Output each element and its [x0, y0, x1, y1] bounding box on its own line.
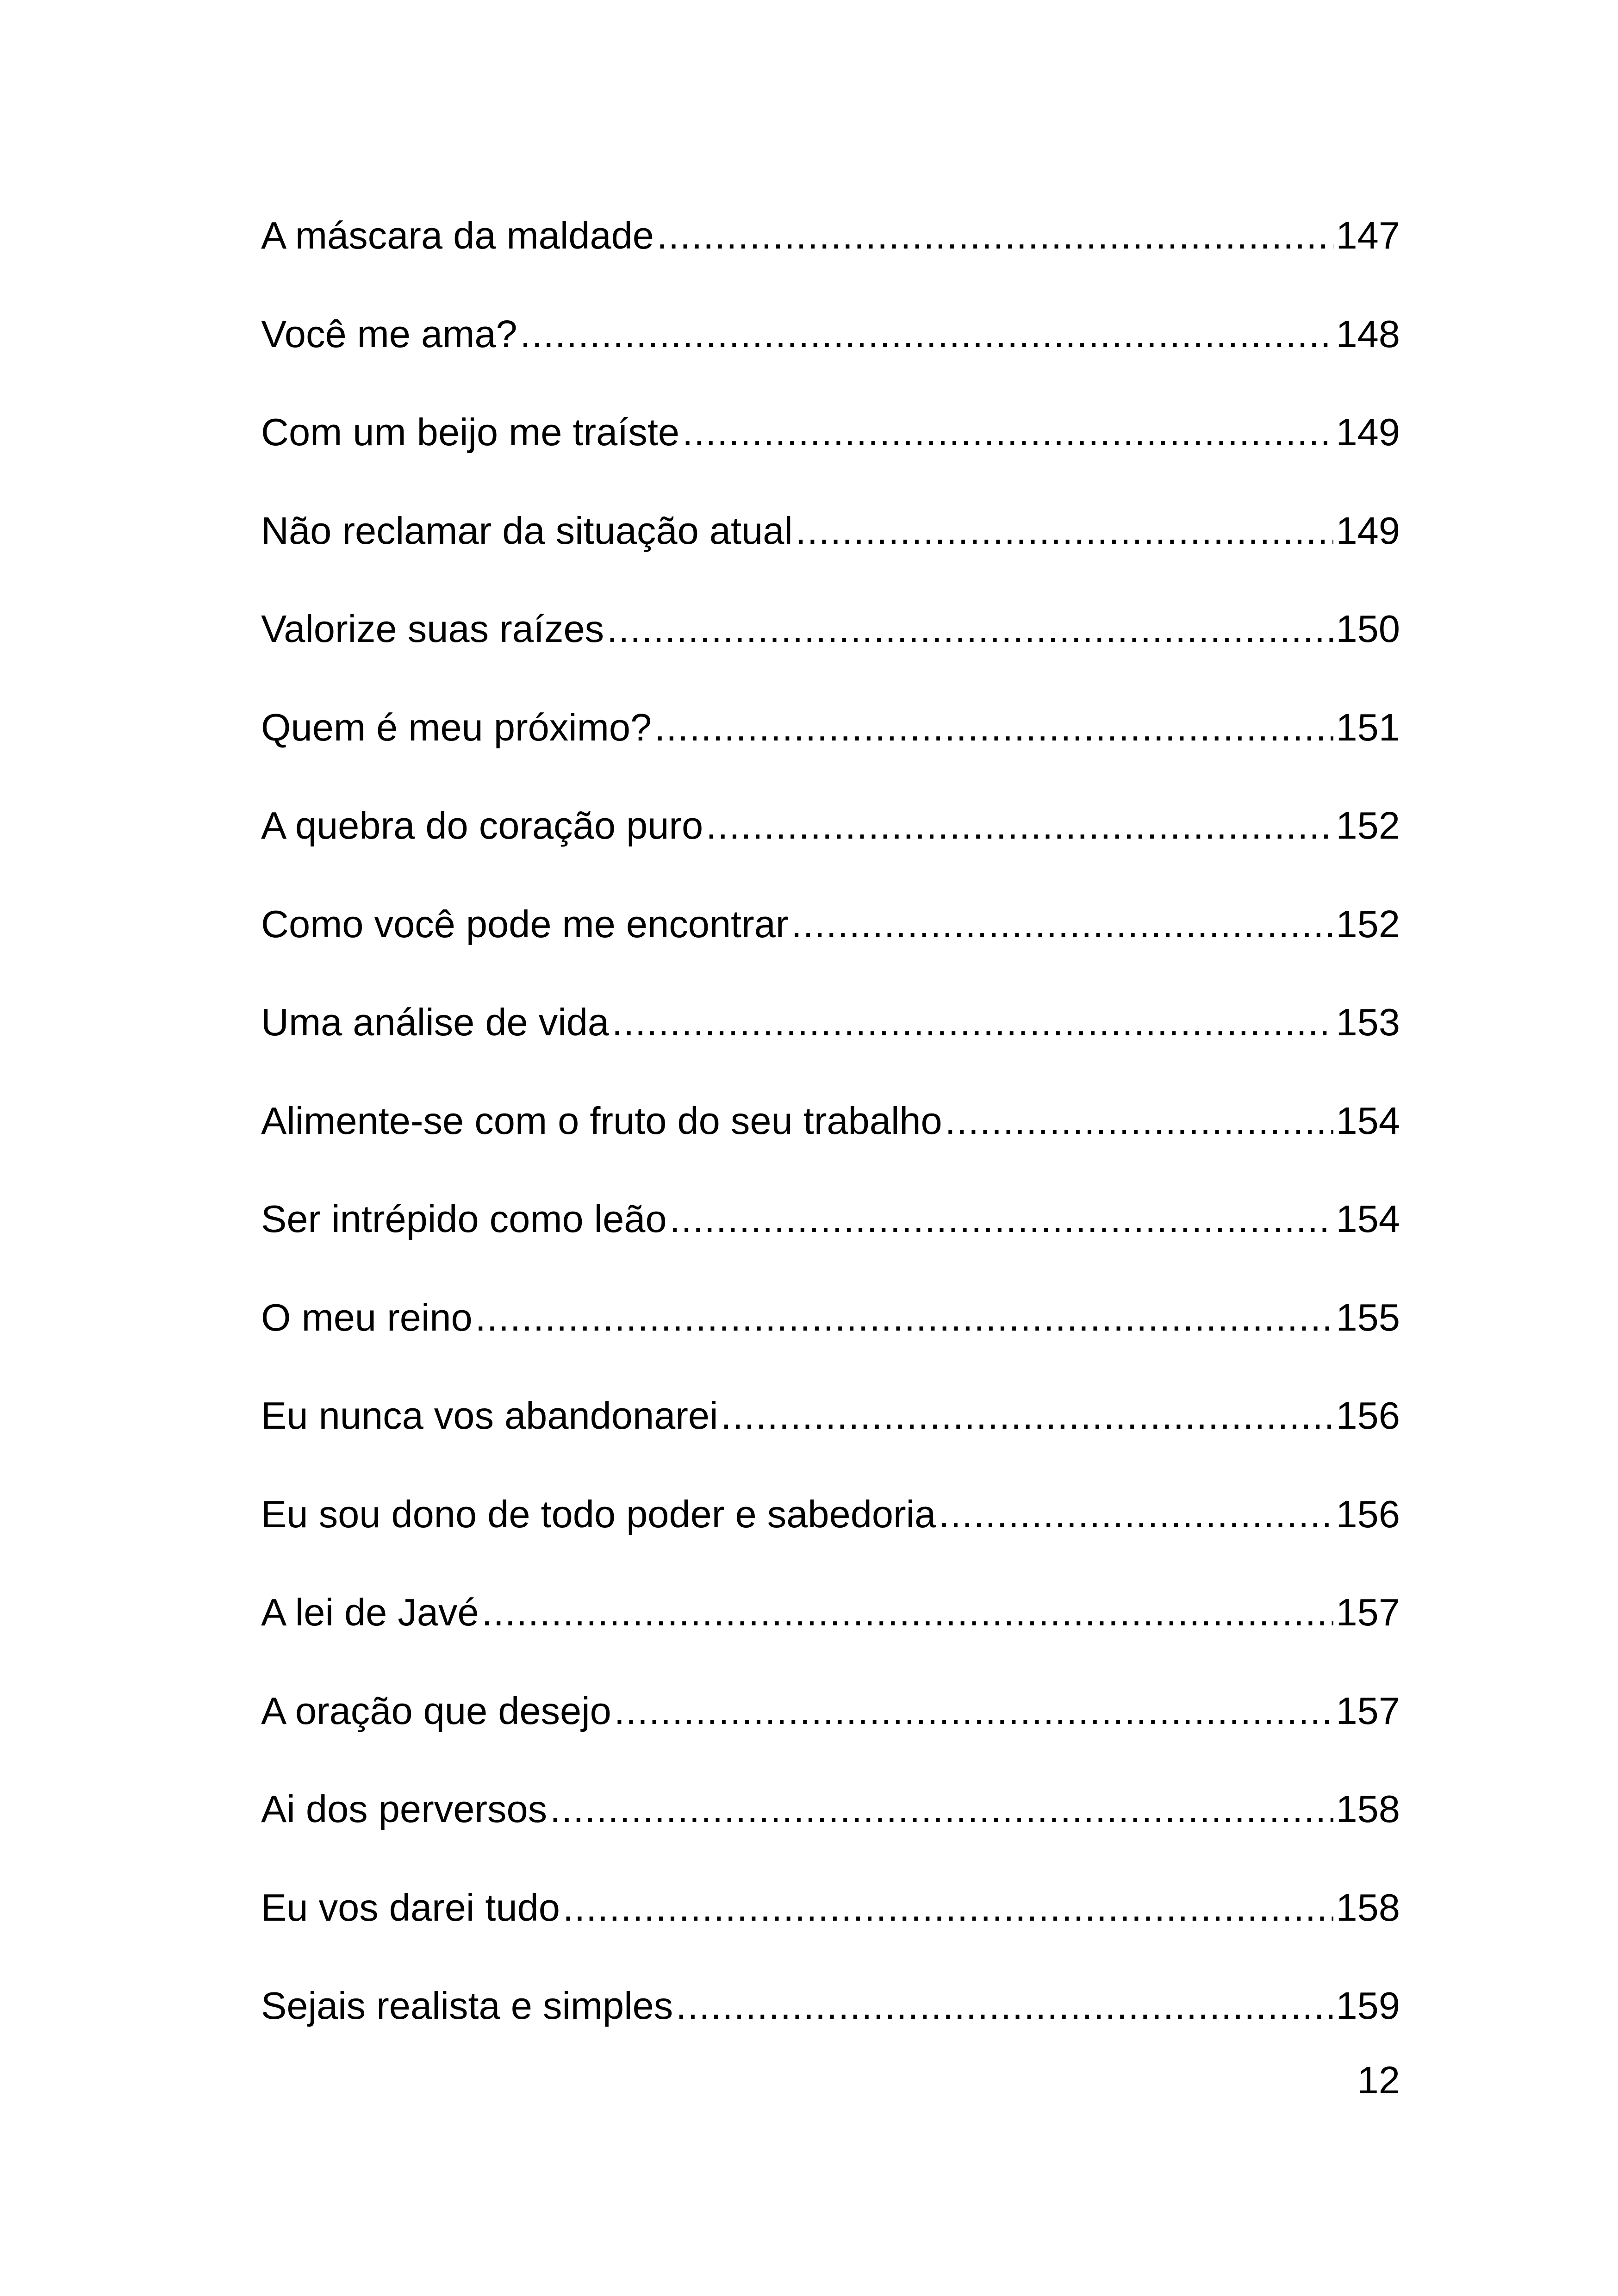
toc-entry-page: 157	[1336, 1591, 1400, 1634]
toc-dot-leader	[550, 1784, 1333, 1835]
toc-dot-leader	[682, 407, 1333, 458]
toc-entry-page: 156	[1336, 1394, 1400, 1437]
toc-entry-page: 149	[1336, 509, 1400, 552]
toc-entry-page: 156	[1336, 1492, 1400, 1536]
toc-entry-title: Quem é meu próximo?	[261, 705, 652, 749]
toc-entry-page: 152	[1336, 902, 1400, 946]
toc-entry	[261, 1194, 1400, 1292]
table-of-contents	[261, 210, 1400, 2079]
toc-dot-leader	[520, 309, 1333, 360]
toc-entry-title: Como você pode me encontrar	[261, 902, 789, 946]
toc-entry-title: Você me ama?	[261, 312, 517, 355]
toc-entry-title: Eu nunca vos abandonarei	[261, 1394, 718, 1437]
toc-entry-title: Sejais realista e simples	[261, 1984, 673, 2027]
toc-entry	[261, 1489, 1400, 1587]
toc-dot-leader	[475, 1292, 1333, 1343]
toc-entry-page: 148	[1336, 312, 1400, 355]
toc-entry-title: A oração que desejo	[261, 1689, 611, 1732]
toc-entry-page: 158	[1336, 1885, 1400, 1929]
toc-entry	[261, 505, 1400, 604]
toc-dot-leader	[563, 1882, 1333, 1933]
toc-entry-page: 152	[1336, 804, 1400, 847]
toc-entry-page: 150	[1336, 607, 1400, 650]
toc-entry	[261, 1980, 1400, 2079]
toc-entry-title: A lei de Javé	[261, 1591, 479, 1634]
toc-entry-title: A máscara da maldade	[261, 214, 654, 257]
toc-entry-title: Com um beijo me traíste	[261, 411, 680, 454]
toc-entry-page: 159	[1336, 1984, 1400, 2027]
toc-entry-page: 155	[1336, 1295, 1400, 1339]
toc-entry-title: A quebra do coração puro	[261, 804, 703, 847]
toc-entry	[261, 407, 1400, 505]
toc-dot-leader	[939, 1489, 1333, 1540]
toc-entry	[261, 1882, 1400, 1981]
toc-entry-page: 149	[1336, 411, 1400, 454]
toc-entry-title: Eu sou dono de todo poder e sabedoria	[261, 1492, 936, 1536]
toc-entry	[261, 604, 1400, 702]
page-number: 12	[1357, 2059, 1400, 2102]
toc-entry-title: Alimente-se com o fruto do seu trabalho	[261, 1099, 942, 1142]
toc-entry-page: 157	[1336, 1689, 1400, 1732]
toc-entry	[261, 1784, 1400, 1882]
toc-entry-page: 153	[1336, 1001, 1400, 1044]
toc-entry	[261, 210, 1400, 309]
toc-entry-title: Valorize suas raízes	[261, 607, 604, 650]
toc-dot-leader	[607, 604, 1333, 654]
toc-dot-leader	[614, 1686, 1333, 1736]
toc-entry	[261, 1095, 1400, 1194]
toc-dot-leader	[482, 1587, 1333, 1638]
toc-entry	[261, 997, 1400, 1095]
toc-entry	[261, 800, 1400, 899]
toc-entry-page: 154	[1336, 1197, 1400, 1240]
toc-dot-leader	[676, 1980, 1333, 2031]
toc-entry-title: Ser intrépido como leão	[261, 1197, 667, 1240]
toc-entry-page: 151	[1336, 705, 1400, 749]
toc-entry	[261, 899, 1400, 997]
toc-entry-title: Uma análise de vida	[261, 1001, 610, 1044]
toc-entry-title: Eu vos darei tudo	[261, 1885, 560, 1929]
toc-dot-leader	[721, 1390, 1333, 1441]
toc-dot-leader	[612, 997, 1333, 1048]
toc-entry	[261, 1587, 1400, 1686]
toc-entry-page: 158	[1336, 1787, 1400, 1830]
toc-dot-leader	[706, 800, 1333, 851]
toc-entry	[261, 1292, 1400, 1391]
toc-dot-leader	[945, 1095, 1333, 1146]
toc-entry	[261, 309, 1400, 407]
toc-dot-leader	[791, 899, 1333, 950]
toc-dot-leader	[654, 702, 1333, 753]
toc-entry-title: Ai dos perversos	[261, 1787, 548, 1830]
toc-entry	[261, 1390, 1400, 1489]
toc-dot-leader	[796, 505, 1333, 556]
toc-dot-leader	[670, 1194, 1333, 1244]
toc-entry-page: 147	[1336, 214, 1400, 257]
toc-entry-page: 154	[1336, 1099, 1400, 1142]
toc-entry	[261, 702, 1400, 801]
toc-dot-leader	[657, 210, 1333, 261]
toc-entry-title: Não reclamar da situação atual	[261, 509, 793, 552]
toc-entry-title: O meu reino	[261, 1295, 473, 1339]
toc-entry	[261, 1686, 1400, 1784]
